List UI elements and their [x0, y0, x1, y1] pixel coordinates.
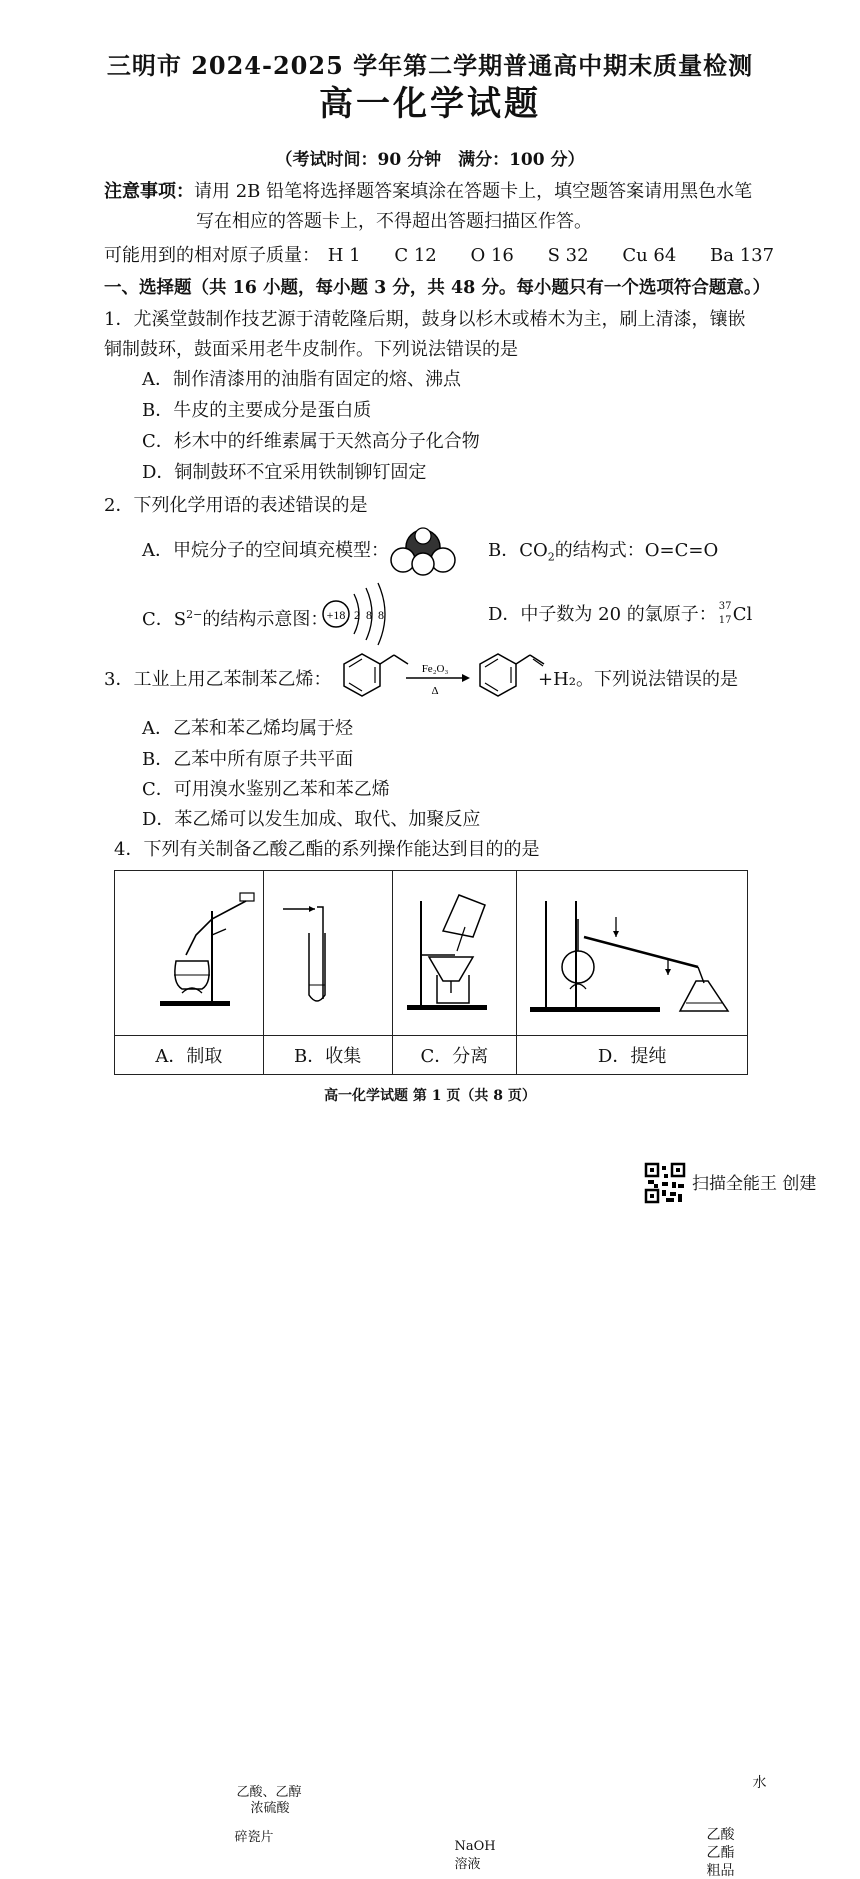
apparatus-c-drawing	[393, 871, 515, 1031]
notice-line-1	[104, 180, 752, 204]
label-acid-alcohol: 乙酸、乙醇	[236, 1784, 302, 1800]
q1-option-a: A．制作清漆用的油脂有固定的熔、沸点	[142, 369, 461, 390]
q2-option-d-pre: D．中子数为 20 的氯原子：	[488, 604, 717, 625]
q2-option-a: A．甲烷分子的空间填充模型：	[142, 540, 389, 561]
q1-stem-2: 铜制鼓环，鼓面采用老牛皮制作。下列说法错误的是	[104, 339, 518, 360]
exam-info: （考试时间：90 分钟 满分：100 分）	[275, 150, 585, 170]
section-heading: 一、选择题（共 16 小题，每小题 3 分，共 48 分。每小题只有一个选项符合题意。）	[104, 278, 771, 298]
atomic-masses-label: 可能用到的相对原子质量：	[104, 245, 320, 266]
q2-option-b-post: 的结构式：O=C=O	[554, 540, 719, 561]
scanner-brand-text: 扫描全能王 创建	[692, 1174, 817, 1194]
exam-header-line: 三明市 2024-2025 学年第二学期普通高中期末质量检测	[106, 51, 754, 80]
q1-stem-1: 1．尤溪堂鼓制作技艺源于清乾隆后期，鼓身以杉木或椿木为主，刷上清漆，镶嵌	[104, 309, 746, 330]
label-ethyl-1: 乙酸	[706, 1826, 735, 1843]
q2-option-b-sub: 2	[547, 550, 555, 564]
mass-o: O 16	[470, 245, 514, 266]
caption-c: C．分离	[392, 1036, 517, 1075]
page-footer: 高一化学试题 第 1 页（共 8 页）	[324, 1088, 536, 1104]
q1-option-b: B．牛皮的主要成分是蛋白质	[142, 400, 372, 421]
nucleus-charge: +18	[326, 608, 346, 622]
catalyst-label: Fe₂O₃	[421, 663, 449, 675]
q2-option-c-pre: C．S	[142, 609, 187, 630]
caption-d: D．提纯	[517, 1036, 748, 1075]
shell-1-electrons: 2	[354, 608, 360, 622]
notice-text-2: 写在相应的答题卡上，不得超出答题扫描区作答。	[196, 211, 592, 232]
mass-cu: Cu 64	[622, 245, 677, 266]
notice-text-1: 请用 2B 铅笔将选择题答案填涂在答题卡上，填空题答案请用黑色水笔	[194, 181, 753, 202]
q2-option-c-sup: 2−	[186, 608, 203, 621]
mass-h: H 1	[327, 245, 361, 266]
heat-label: Δ	[431, 685, 439, 697]
apparatus-c-cell	[392, 871, 517, 1036]
q2-option-b	[488, 539, 718, 570]
q2-option-c-post: 的结构示意图：	[202, 609, 329, 630]
q1-option-d: D．铜制鼓环不宜采用铁制铆钉固定	[142, 462, 427, 483]
apparatus-b-drawing	[265, 871, 391, 1031]
isotope-notation	[717, 603, 733, 627]
shell-2-electrons: 8	[366, 608, 372, 622]
mass-s: S 32	[547, 245, 589, 266]
q2-option-b-pre: B．CO	[488, 540, 548, 561]
q3-option-d: D．苯乙烯可以发生加成、取代、加聚反应	[142, 809, 481, 830]
page-title: 高一化学试题	[319, 84, 541, 124]
q3-option-c: C．可用溴水鉴别乙苯和苯乙烯	[142, 779, 390, 800]
mass-c: C 12	[394, 245, 437, 266]
label-boiling-chips: 碎瓷片	[234, 1829, 274, 1845]
mass-number: 37	[718, 601, 732, 612]
q3-option-a: A．乙苯和苯乙烯均属于烃	[142, 718, 353, 739]
caption-a: A．制取	[115, 1036, 264, 1075]
caption-b: B．收集	[263, 1036, 392, 1075]
q3-option-b: B．乙苯中所有原子共平面	[142, 749, 354, 770]
label-crude: 粗品	[706, 1862, 735, 1879]
label-sulfuric-acid: 浓硫酸	[250, 1800, 290, 1816]
label-naoh: NaOH	[454, 1838, 496, 1854]
label-ethyl-2: 乙酯	[706, 1844, 735, 1861]
qr-code-icon	[644, 1162, 686, 1204]
atomic-masses	[104, 244, 774, 268]
q2-option-c	[142, 603, 328, 632]
label-water: 水	[752, 1774, 767, 1791]
methane-space-filling-model	[388, 524, 458, 576]
q4-stem: 4．下列有关制备乙酸乙酯的系列操作能达到目的的是	[114, 839, 540, 860]
label-solution: 溶液	[454, 1856, 481, 1872]
q1-option-c: C．杉木中的纤维素属于天然高分子化合物	[142, 431, 480, 452]
atomic-number: 17	[718, 615, 732, 626]
mass-ba: Ba 137	[710, 245, 775, 266]
element-symbol: Cl	[732, 604, 753, 625]
shell-3-electrons: 8	[378, 608, 384, 622]
notice-label: 注意事项：	[104, 181, 194, 202]
apparatus-a-drawing	[116, 871, 262, 1031]
q3-stem-post: +H₂。下列说法错误的是	[538, 669, 738, 690]
apparatus-d-drawing	[518, 871, 746, 1031]
q3-stem-pre: 3．工业上用乙苯制苯乙烯：	[104, 669, 332, 690]
q2-stem: 2．下列化学用语的表述错误的是	[104, 495, 368, 516]
sulfide-ion-structure-diagram	[320, 582, 395, 646]
q2-option-d	[488, 603, 752, 627]
